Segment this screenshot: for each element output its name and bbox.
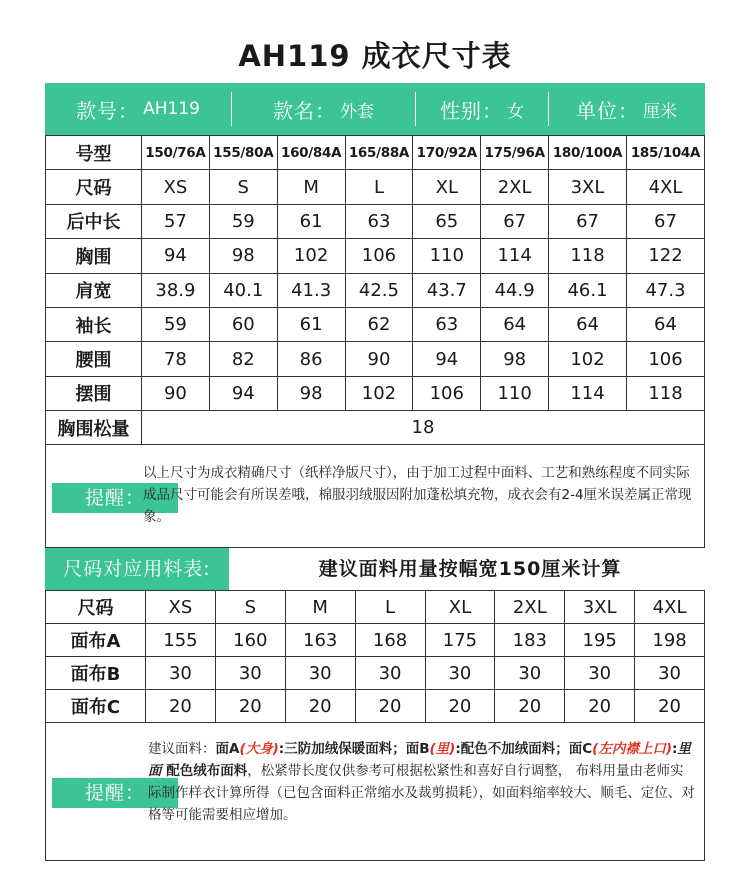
table-cell: 30 bbox=[495, 657, 565, 690]
table-cell: 38.9 bbox=[142, 273, 210, 307]
table-cell: 20 bbox=[355, 690, 425, 723]
table-cell: 30 bbox=[355, 657, 425, 690]
fabric-reminder-box bbox=[45, 722, 705, 861]
table-row bbox=[46, 376, 705, 410]
table-cell: 155 bbox=[146, 624, 216, 657]
table-cell: 20 bbox=[495, 690, 565, 723]
table-cell: 64 bbox=[549, 307, 627, 341]
fabric-width-note: 建议面料用量按幅宽150厘米计算 bbox=[318, 558, 622, 580]
gender-value: 女 bbox=[507, 101, 524, 122]
suggest-label: 建议面料： bbox=[148, 741, 216, 757]
table-row bbox=[46, 657, 705, 690]
table-cell: 168 bbox=[355, 624, 425, 657]
row-label: 袖长 bbox=[46, 307, 142, 341]
table-cell: 30 bbox=[146, 657, 216, 690]
table-cell: 90 bbox=[345, 342, 413, 376]
fabric-section-title: 尺码对应用料表: bbox=[45, 548, 229, 590]
table-cell: 4XL bbox=[626, 170, 704, 204]
ease-value: 18 bbox=[142, 411, 705, 445]
fabric-b-label: 面B bbox=[405, 741, 430, 757]
table-cell: 20 bbox=[635, 690, 705, 723]
table-cell: 82 bbox=[209, 342, 277, 376]
table-cell: 47.3 bbox=[626, 273, 704, 307]
table-cell: 150/76A bbox=[142, 136, 210, 170]
info-header bbox=[45, 83, 705, 135]
gender-label: 性别： bbox=[440, 98, 503, 123]
table-cell: 46.1 bbox=[549, 273, 627, 307]
table-cell: 3XL bbox=[565, 591, 635, 624]
fabric-section-header bbox=[45, 548, 705, 591]
table-cell: 30 bbox=[635, 657, 705, 690]
table-cell: 118 bbox=[626, 376, 704, 410]
table-cell: 78 bbox=[142, 342, 210, 376]
style-number-value: AH119 bbox=[143, 99, 200, 119]
table-cell: 98 bbox=[481, 342, 549, 376]
table-cell: 20 bbox=[146, 690, 216, 723]
table-cell: XL bbox=[413, 170, 481, 204]
table-cell: XS bbox=[146, 591, 216, 624]
table-cell: 94 bbox=[413, 342, 481, 376]
table-cell: 67 bbox=[626, 204, 704, 238]
table-cell: 160/84A bbox=[277, 136, 345, 170]
row-label: 尺码 bbox=[46, 591, 146, 624]
table-cell: 20 bbox=[565, 690, 635, 723]
table-cell: 20 bbox=[285, 690, 355, 723]
table-row bbox=[46, 342, 705, 376]
table-cell: XL bbox=[425, 591, 495, 624]
table-cell: 30 bbox=[425, 657, 495, 690]
fabric-a-label: 面A bbox=[215, 741, 240, 757]
table-cell: L bbox=[345, 170, 413, 204]
style-number-label: 款号： bbox=[76, 98, 140, 123]
row-label: 肩宽 bbox=[46, 273, 142, 307]
unit bbox=[549, 83, 704, 135]
table-row bbox=[46, 204, 705, 238]
row-label: 号型 bbox=[46, 136, 142, 170]
fabric-reminder-text bbox=[148, 738, 696, 826]
table-cell: 61 bbox=[277, 204, 345, 238]
table-row bbox=[46, 690, 705, 723]
page-title: AH119 成衣尺寸表 bbox=[238, 39, 512, 73]
fabric-notes: ，松紧带长度仅供参考可根据松紧性和喜好自行调整， 布料用量由老师实际制作样衣计算所得（已包含面料正常缩水及裁剪损耗），如面料缩率较大、顺毛、定位、对格等可能需要相应增加。 bbox=[148, 763, 695, 823]
table-cell: 175/96A bbox=[481, 136, 549, 170]
table-cell: 160 bbox=[215, 624, 285, 657]
row-label: 面布B bbox=[46, 657, 146, 690]
table-cell: 42.5 bbox=[345, 273, 413, 307]
table-cell: M bbox=[285, 591, 355, 624]
table-cell: 106 bbox=[413, 376, 481, 410]
table-cell: 170/92A bbox=[413, 136, 481, 170]
table-cell: 65 bbox=[413, 204, 481, 238]
table-cell: 175 bbox=[425, 624, 495, 657]
row-label: 摆围 bbox=[46, 376, 142, 410]
fabric-c-desc: 配色绒布面料 bbox=[161, 763, 248, 779]
table-cell: 183 bbox=[495, 624, 565, 657]
table-cell: 155/80A bbox=[209, 136, 277, 170]
table-cell: 59 bbox=[209, 204, 277, 238]
table-cell: 106 bbox=[626, 342, 704, 376]
table-cell: 67 bbox=[481, 204, 549, 238]
table-cell: 63 bbox=[345, 204, 413, 238]
table-cell: 43.7 bbox=[413, 273, 481, 307]
unit-value: 厘米 bbox=[643, 101, 677, 122]
table-cell: 110 bbox=[413, 239, 481, 273]
ease-label: 胸围松量 bbox=[46, 411, 142, 445]
table-cell: 114 bbox=[549, 376, 627, 410]
row-label: 面布A bbox=[46, 624, 146, 657]
table-cell: 30 bbox=[215, 657, 285, 690]
fabric-reminder-tag: 提醒： bbox=[52, 778, 178, 808]
reminder-tag: 提醒： bbox=[52, 483, 178, 513]
table-cell: 30 bbox=[565, 657, 635, 690]
table-cell: 4XL bbox=[635, 591, 705, 624]
fabric-c-lining: 里面 bbox=[148, 741, 691, 779]
table-row bbox=[46, 624, 705, 657]
table-cell: 63 bbox=[413, 307, 481, 341]
table-cell: 114 bbox=[481, 239, 549, 273]
style-name-value: 外套 bbox=[340, 101, 374, 122]
row-label: 腰围 bbox=[46, 342, 142, 376]
table-cell: 118 bbox=[549, 239, 627, 273]
table-cell: 165/88A bbox=[345, 136, 413, 170]
table-cell: 180/100A bbox=[549, 136, 627, 170]
reminder-text: 以上尺寸为成衣精确尺寸（纸样净版尺寸），由于加工过程中面料、工艺和熟练程度不同实际成品尺寸可能会有所误差哦，棉服羽绒服因附加蓬松填充物，成衣会有2-4厘米误差属正常现象。 bbox=[143, 465, 692, 525]
table-cell: L bbox=[355, 591, 425, 624]
table-row bbox=[46, 170, 705, 204]
table-cell: 185/104A bbox=[626, 136, 704, 170]
gender bbox=[416, 83, 548, 135]
table-cell: 90 bbox=[142, 376, 210, 410]
fabric-b-part: (里) bbox=[429, 741, 456, 757]
style-name bbox=[232, 83, 415, 135]
table-cell: 198 bbox=[635, 624, 705, 657]
table-cell: 106 bbox=[345, 239, 413, 273]
table-cell: 44.9 bbox=[481, 273, 549, 307]
table-cell: 61 bbox=[277, 307, 345, 341]
fabric-a-part: (大身) bbox=[239, 741, 279, 757]
table-cell: 20 bbox=[425, 690, 495, 723]
table-cell: 67 bbox=[549, 204, 627, 238]
table-cell: 2XL bbox=[481, 170, 549, 204]
fabric-a-desc: :三防加绒保暖面料； bbox=[278, 741, 406, 757]
table-row bbox=[46, 136, 705, 170]
table-cell: 60 bbox=[209, 307, 277, 341]
table-cell: M bbox=[277, 170, 345, 204]
fabric-c-sep: : bbox=[672, 741, 678, 757]
table-cell: 94 bbox=[142, 239, 210, 273]
table-cell: 195 bbox=[565, 624, 635, 657]
style-number bbox=[45, 83, 231, 135]
table-cell: 94 bbox=[209, 376, 277, 410]
table-cell: 62 bbox=[345, 307, 413, 341]
table-row bbox=[46, 239, 705, 273]
table-row bbox=[46, 307, 705, 341]
table-cell: 40.1 bbox=[209, 273, 277, 307]
table-cell: 57 bbox=[142, 204, 210, 238]
table-cell: 2XL bbox=[495, 591, 565, 624]
ease-row bbox=[46, 411, 705, 445]
table-cell: 102 bbox=[549, 342, 627, 376]
row-label: 胸围 bbox=[46, 239, 142, 273]
row-label: 后中长 bbox=[46, 204, 142, 238]
row-label: 面布C bbox=[46, 690, 146, 723]
size-table bbox=[45, 135, 705, 445]
table-cell: 64 bbox=[481, 307, 549, 341]
table-row bbox=[46, 273, 705, 307]
table-cell: 98 bbox=[277, 376, 345, 410]
table-cell: 3XL bbox=[549, 170, 627, 204]
table-cell: 20 bbox=[215, 690, 285, 723]
table-cell: S bbox=[215, 591, 285, 624]
reminder-box bbox=[45, 445, 705, 548]
table-cell: 86 bbox=[277, 342, 345, 376]
table-cell: 102 bbox=[277, 239, 345, 273]
table-cell: 102 bbox=[345, 376, 413, 410]
fabric-table bbox=[45, 590, 705, 723]
table-row bbox=[46, 591, 705, 624]
fabric-c-part: (左内襟上口) bbox=[592, 741, 673, 757]
fabric-b-desc: :配色不加绒面料； bbox=[455, 741, 569, 757]
fabric-c-label: 面C bbox=[568, 741, 593, 757]
table-cell: 41.3 bbox=[277, 273, 345, 307]
table-cell: XS bbox=[142, 170, 210, 204]
table-cell: S bbox=[209, 170, 277, 204]
table-cell: 163 bbox=[285, 624, 355, 657]
table-cell: 30 bbox=[285, 657, 355, 690]
unit-label: 单位： bbox=[576, 98, 639, 123]
table-cell: 98 bbox=[209, 239, 277, 273]
table-cell: 110 bbox=[481, 376, 549, 410]
table-cell: 59 bbox=[142, 307, 210, 341]
style-name-label: 款名： bbox=[273, 98, 336, 123]
row-label: 尺码 bbox=[46, 170, 142, 204]
table-cell: 122 bbox=[626, 239, 704, 273]
table-cell: 64 bbox=[626, 307, 704, 341]
